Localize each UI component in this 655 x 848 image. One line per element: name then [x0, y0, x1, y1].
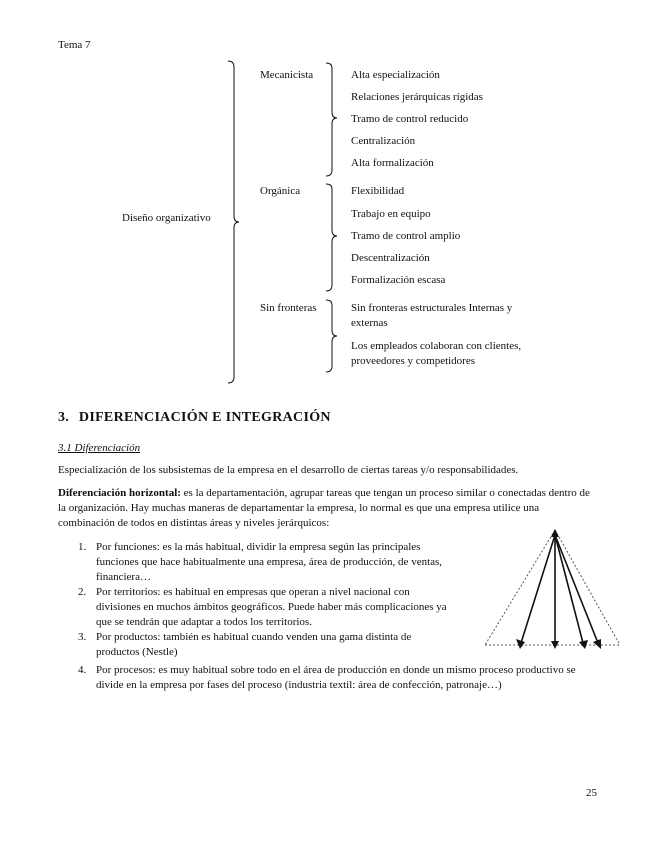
- branch-item: Alta formalización: [351, 157, 434, 169]
- branch-item: Tramo de control reducido: [351, 113, 469, 125]
- branch-item: Tramo de control amplio: [351, 230, 461, 242]
- root-bracket: [228, 61, 239, 383]
- branch-item: Relaciones jerárquicas rígidas: [351, 91, 483, 103]
- departmentation-list-cont: [58, 663, 603, 693]
- mecanicista-bracket: [326, 63, 337, 176]
- branch-item: Formalización escasa: [351, 274, 446, 286]
- branch-label-organica: Orgánica: [260, 185, 301, 197]
- arrow-right: [555, 535, 583, 643]
- horizontal-term: Diferenciación horizontal:: [58, 487, 181, 499]
- list-item: 1. Por funciones: es la más habitual, dividir la empresa según las principales funciones que hace habitualmente una empresa, área de producción, de ventas, financiera…: [78, 541, 443, 583]
- section-number: 3.: [58, 410, 70, 425]
- section-title: DIFERENCIACIÓN E INTEGRACIÓN: [78, 410, 331, 425]
- list-item: 2. Por territorios: es habitual en empresas que operan a nivel nacional con divisiones en muchos ámbitos geográficos. Puede haber más complicaciones ya que se tendrán que adaptar a todos los territorios.: [78, 586, 447, 628]
- list-item: 4. Por procesos: es muy habitual sobre todo en el área de producción en donde un mismo proceso productivo se divide en la empresa por fases del proceso (industria textil: área de confección, patronaje…): [78, 664, 576, 691]
- branch-label-sin-fronteras: Sin fronteras: [260, 302, 317, 314]
- diagram-root-label: Diseño organizativo: [122, 212, 211, 224]
- branch-item: Trabajo en equipo: [351, 208, 431, 220]
- hierarchy-pyramid-figure: [480, 525, 620, 650]
- pyramid-left-edge: [485, 530, 555, 645]
- arrow-far-right: [555, 535, 598, 643]
- departmentation-list: [58, 540, 448, 660]
- branch-item: Flexibilidad: [351, 185, 405, 197]
- branch-item: Sin fronteras estructurales Internas y externas: [351, 302, 513, 329]
- subsection-title: 3.1 Diferenciación: [58, 442, 141, 454]
- section-heading: [58, 410, 331, 426]
- sin-fronteras-bracket: [326, 300, 337, 372]
- branch-item: Los empleados colaboran con clientes, proveedores y competidores: [351, 340, 522, 367]
- pyramid-right-edge: [555, 530, 620, 645]
- arrow-far-left: [521, 535, 555, 643]
- intro-paragraph: Especialización de los subsistemas de la empresa en el desarrollo de ciertas tareas y/o responsabilidades.: [58, 464, 519, 476]
- branch-label-mecanicista: Mecanicista: [260, 69, 314, 81]
- chapter-label: Tema 7: [58, 39, 91, 51]
- horizontal-text: es la departamentación, agrupar tareas que tengan un proceso similar o conectadas dentro de la organización. Hay muchas maneras de departamentar la empresa, lo normal es que una empresa utilice una combinación de todos en distintas áreas y niveles jerárquicos:: [58, 487, 590, 529]
- organica-bracket: [326, 184, 337, 291]
- diagram-brackets: [0, 0, 655, 400]
- branch-item: Centralización: [351, 135, 416, 147]
- branch-item: Descentralización: [351, 252, 430, 264]
- branch-item: Alta especialización: [351, 69, 440, 81]
- list-item: 3. Por productos: también es habitual cuando venden una gama distinta de productos (Nestle): [78, 631, 412, 658]
- page-number: 25: [586, 787, 597, 799]
